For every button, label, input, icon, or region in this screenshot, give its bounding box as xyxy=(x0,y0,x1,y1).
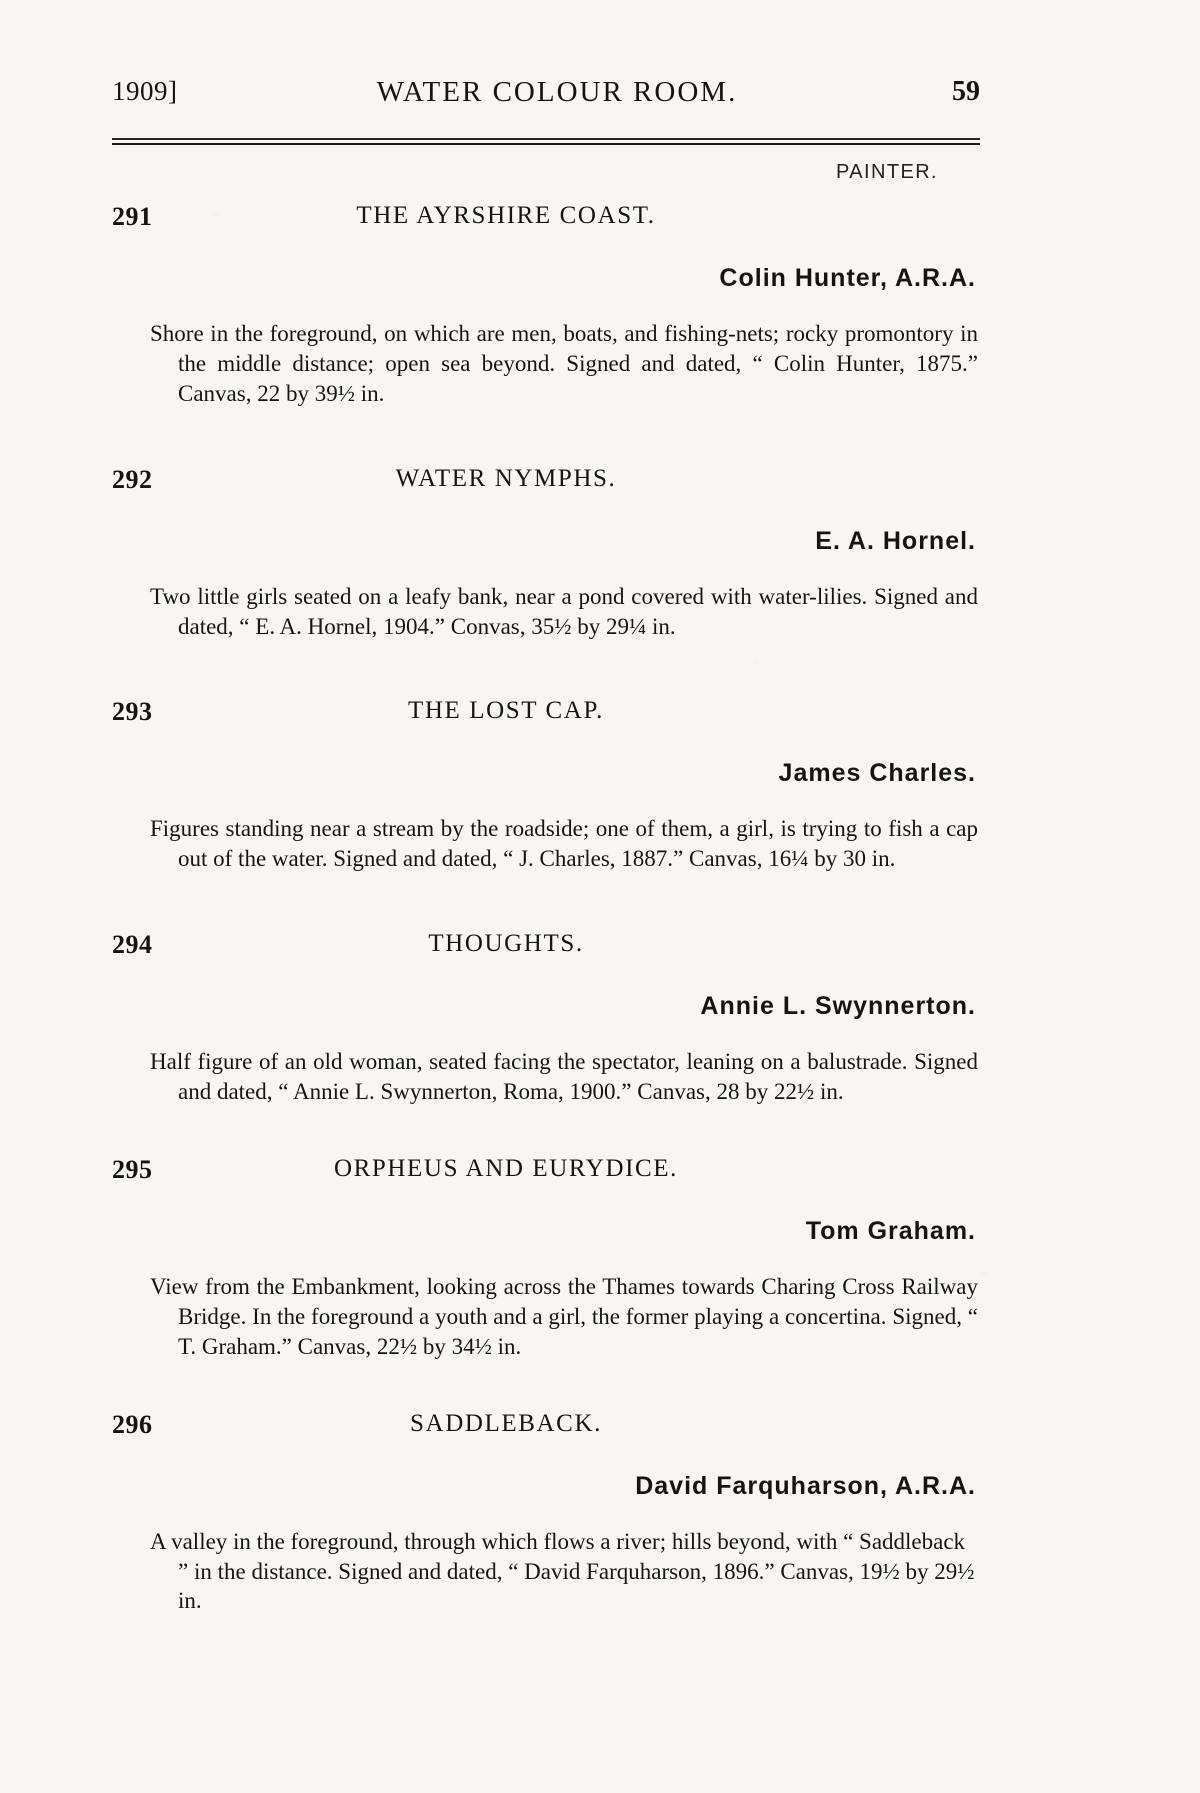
catalogue-entry xyxy=(112,1155,980,1362)
page-content xyxy=(112,0,980,1616)
entry-number: 295 xyxy=(112,1155,153,1185)
running-head xyxy=(112,76,980,130)
column-caption-painter: PAINTER. xyxy=(836,161,938,183)
entry-head xyxy=(112,1410,980,1450)
entry-description: Figures standing near a stream by the roadside; one of them, a girl, is trying to fish a cap out of the water. Signed and dated, “ J. Charles, 1887.” Canvas, 16¼ by 30 in. xyxy=(150,816,978,872)
entry-title: ORPHEUS AND EURYDICE. xyxy=(333,1155,679,1183)
catalogue-entry xyxy=(112,465,980,642)
running-head-title: WATER COLOUR ROOM. xyxy=(376,76,738,108)
entry-head xyxy=(112,930,980,970)
catalogue-entry xyxy=(112,697,980,874)
entry-title: THE AYRSHIRE COAST. xyxy=(356,202,656,229)
entry-head xyxy=(112,1155,980,1195)
entry-head xyxy=(112,465,980,505)
entry-head xyxy=(112,202,980,242)
catalogue-entry xyxy=(112,1410,980,1617)
entry-painter: E. A. Hornel. xyxy=(815,526,976,555)
entry-number: 294 xyxy=(112,930,153,960)
entry-number: 292 xyxy=(112,464,153,494)
entry-number: 296 xyxy=(112,1409,153,1439)
header-double-rule xyxy=(112,138,980,145)
entry-title: THE LOST CAP. xyxy=(407,697,605,725)
entry-description: A valley in the foreground, through which flows a river; hills beyond, with “ Saddleback ” in the distance. Signed and dated, “ David Farquharson, 1896.” Canvas, 19½ by 29½ in. xyxy=(150,1528,975,1614)
entry-description: Half figure of an old woman, seated facing the spectator, leaning on a balustrade. Signed and dated, “ Annie L. Swynnerton, Roma, 1900.” Canvas, 28 by 22½ in. xyxy=(150,1049,978,1105)
catalogue-entry xyxy=(112,202,980,409)
entry-painter: Tom Graham. xyxy=(805,1217,976,1246)
entry-number: 291 xyxy=(112,202,153,231)
entry-head xyxy=(112,697,980,737)
entry-title: SADDLEBACK. xyxy=(410,1409,602,1437)
entry-painter: James Charles. xyxy=(778,759,976,788)
page-number: 59 xyxy=(952,76,980,107)
entry-description: Two little girls seated on a leafy bank, near a pond covered with water-lilies. Signed and dated, “ E. A. Hornel, 1904.” Convas, 35½ by 29¼ in. xyxy=(150,583,978,639)
entry-painter: David Farquharson, A.R.A. xyxy=(635,1471,976,1500)
catalogue-entry xyxy=(112,930,980,1107)
entry-title: WATER NYMPHS. xyxy=(395,464,617,492)
running-head-year: 1909] xyxy=(112,76,178,106)
entry-painter: Annie L. Swynnerton. xyxy=(700,992,976,1021)
entry-number: 293 xyxy=(112,697,153,727)
entry-painter: Colin Hunter, A.R.A. xyxy=(719,264,976,292)
entry-description: View from the Embankment, looking across the Thames towards Charing Cross Railway Bridge. In the foreground a youth and a girl, the former playing a concertina. Signed, “ T. Graham.” Canvas, 22½ by 34½ in. xyxy=(150,1274,978,1359)
entry-title: THOUGHTS. xyxy=(428,930,584,958)
entry-description: Shore in the foreground, on which are men, boats, and fishing-nets; rocky promontory in the middle distance; open sea beyond. Signed and dated, “ Colin Hunter, 1875.” Canvas, 22 by 39½ in. xyxy=(150,321,978,406)
